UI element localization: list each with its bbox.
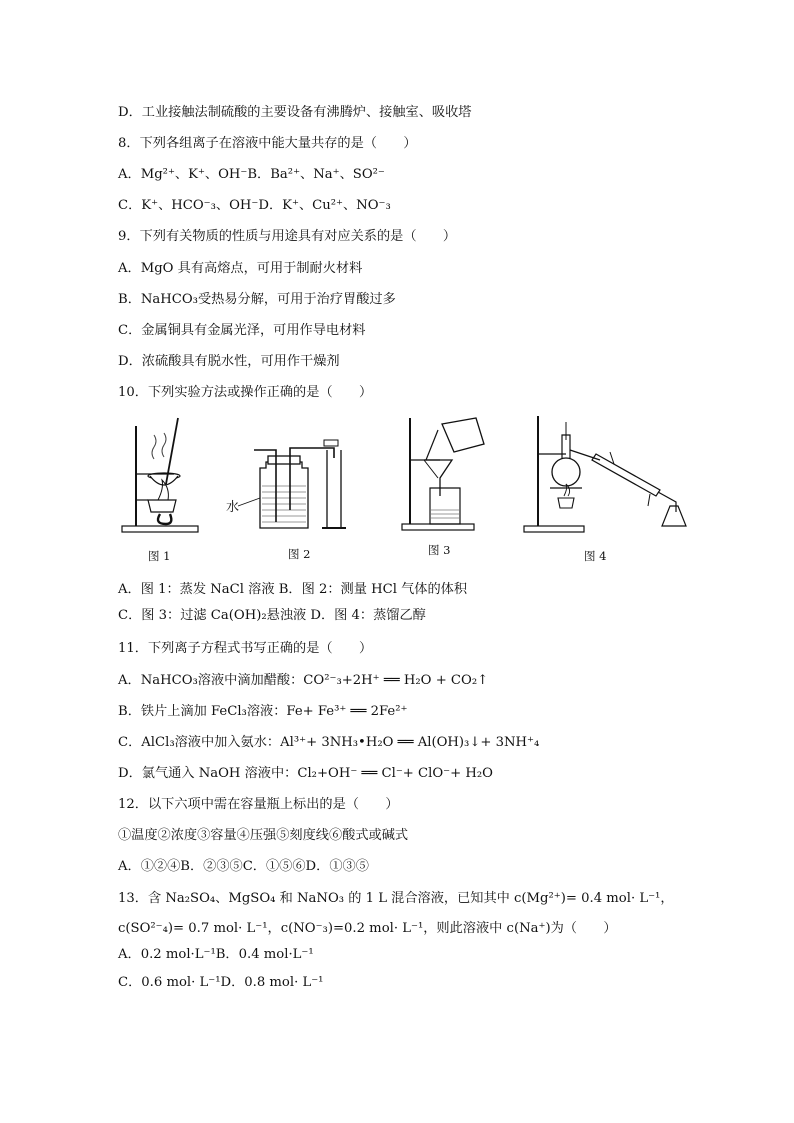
figure-3-caption: 图 3 bbox=[428, 543, 451, 557]
q12-options: A．①②④B．②③⑤C．①⑤⑥D．①③⑤ bbox=[118, 859, 369, 874]
q10-stem: 10．下列实验方法或操作正确的是（ ） bbox=[118, 385, 373, 400]
q13-stem-line2: c(SO²⁻₄)= 0.7 mol· L⁻¹，c(NO⁻₃)=0.2 mol· L⁻¹，则此溶液中 c(Na⁺)为（ ） bbox=[118, 921, 617, 936]
q12-items: ①温度②浓度③容量④压强⑤刻度线⑥酸式或碱式 bbox=[118, 828, 409, 843]
q10-options-cd: C．图 3：过滤 Ca(OH)₂悬浊液 D．图 4：蒸馏乙醇 bbox=[118, 608, 426, 623]
q11-option-d: D．氯气通入 NaOH 溶液中：Cl₂+OH⁻ ══ Cl⁻+ ClO⁻+ H₂O bbox=[118, 766, 493, 781]
gas-bottle-cylinder-drawing bbox=[226, 414, 361, 544]
q7-option-d: D．工业接触法制硫酸的主要设备有沸腾炉、接触室、吸收塔 bbox=[118, 105, 472, 120]
q8-options-cd: C．K⁺、HCO⁻₃、OH⁻D．K⁺、Cu²⁺、NO⁻₃ bbox=[118, 198, 391, 213]
q13-stem-line1: 13．含 Na₂SO₄、MgSO₄ 和 NaNO₃ 的 1 L 混合溶液，已知其中 c(Mg²⁺)= 0.4 mol· L⁻¹， bbox=[118, 891, 674, 906]
q9-option-d: D．浓硫酸具有脱水性，可用作干燥剂 bbox=[118, 354, 340, 369]
q9-option-b: B．NaHCO₃受热易分解，可用于治疗胃酸过多 bbox=[118, 292, 396, 307]
q11-stem: 11．下列离子方程式书写正确的是（ ） bbox=[118, 641, 373, 656]
q10-options-ab: A．图 1：蒸发 NaCl 溶液 B．图 2：测量 HCl 气体的体积 bbox=[118, 582, 468, 597]
q9-option-a: A．MgO 具有高熔点，可用于制耐火材料 bbox=[118, 261, 363, 276]
q12-stem: 12．以下六项中需在容量瓶上标出的是（ ） bbox=[118, 797, 399, 812]
figure-3-filtration bbox=[400, 414, 510, 557]
evaporation-apparatus-drawing bbox=[118, 414, 208, 544]
q13-options-cd: C．0.6 mol· L⁻¹D．0.8 mol· L⁻¹ bbox=[118, 975, 324, 990]
figure-1-evaporation bbox=[118, 414, 208, 563]
water-label: 水 bbox=[226, 500, 240, 515]
q13-options-ab: A．0.2 mol·L⁻¹B．0.4 mol·L⁻¹ bbox=[118, 947, 314, 962]
q11-option-c: C．AlCl₃溶液中加入氨水：Al³⁺+ 3NH₃•H₂O ══ Al(OH)₃↓+ 3NH⁺₄ bbox=[118, 735, 540, 750]
apparatus-figures bbox=[118, 414, 708, 564]
figure-2-caption: 图 2 bbox=[288, 547, 311, 561]
figure-4-caption: 图 4 bbox=[584, 549, 607, 563]
figure-2-gas-measure bbox=[226, 414, 361, 561]
filtration-apparatus-drawing bbox=[400, 414, 510, 544]
q9-option-c: C．金属铜具有金属光泽，可用作导电材料 bbox=[118, 323, 366, 338]
distillation-apparatus-drawing bbox=[520, 414, 700, 544]
q9-stem: 9．下列有关物质的性质与用途具有对应关系的是（ ） bbox=[118, 229, 457, 244]
figure-4-distillation bbox=[520, 414, 700, 563]
q8-stem: 8．下列各组离子在溶液中能大量共存的是（ ） bbox=[118, 136, 417, 151]
q8-options-ab: A．Mg²⁺、K⁺、OH⁻B．Ba²⁺、Na⁺、SO²⁻ bbox=[118, 167, 385, 182]
q11-option-b: B．铁片上滴加 FeCl₃溶液：Fe+ Fe³⁺ ══ 2Fe²⁺ bbox=[118, 704, 408, 719]
figure-1-caption: 图 1 bbox=[148, 549, 171, 563]
q11-option-a: A．NaHCO₃溶液中滴加醋酸：CO²⁻₃+2H⁺ ══ H₂O + CO₂↑ bbox=[118, 673, 489, 688]
